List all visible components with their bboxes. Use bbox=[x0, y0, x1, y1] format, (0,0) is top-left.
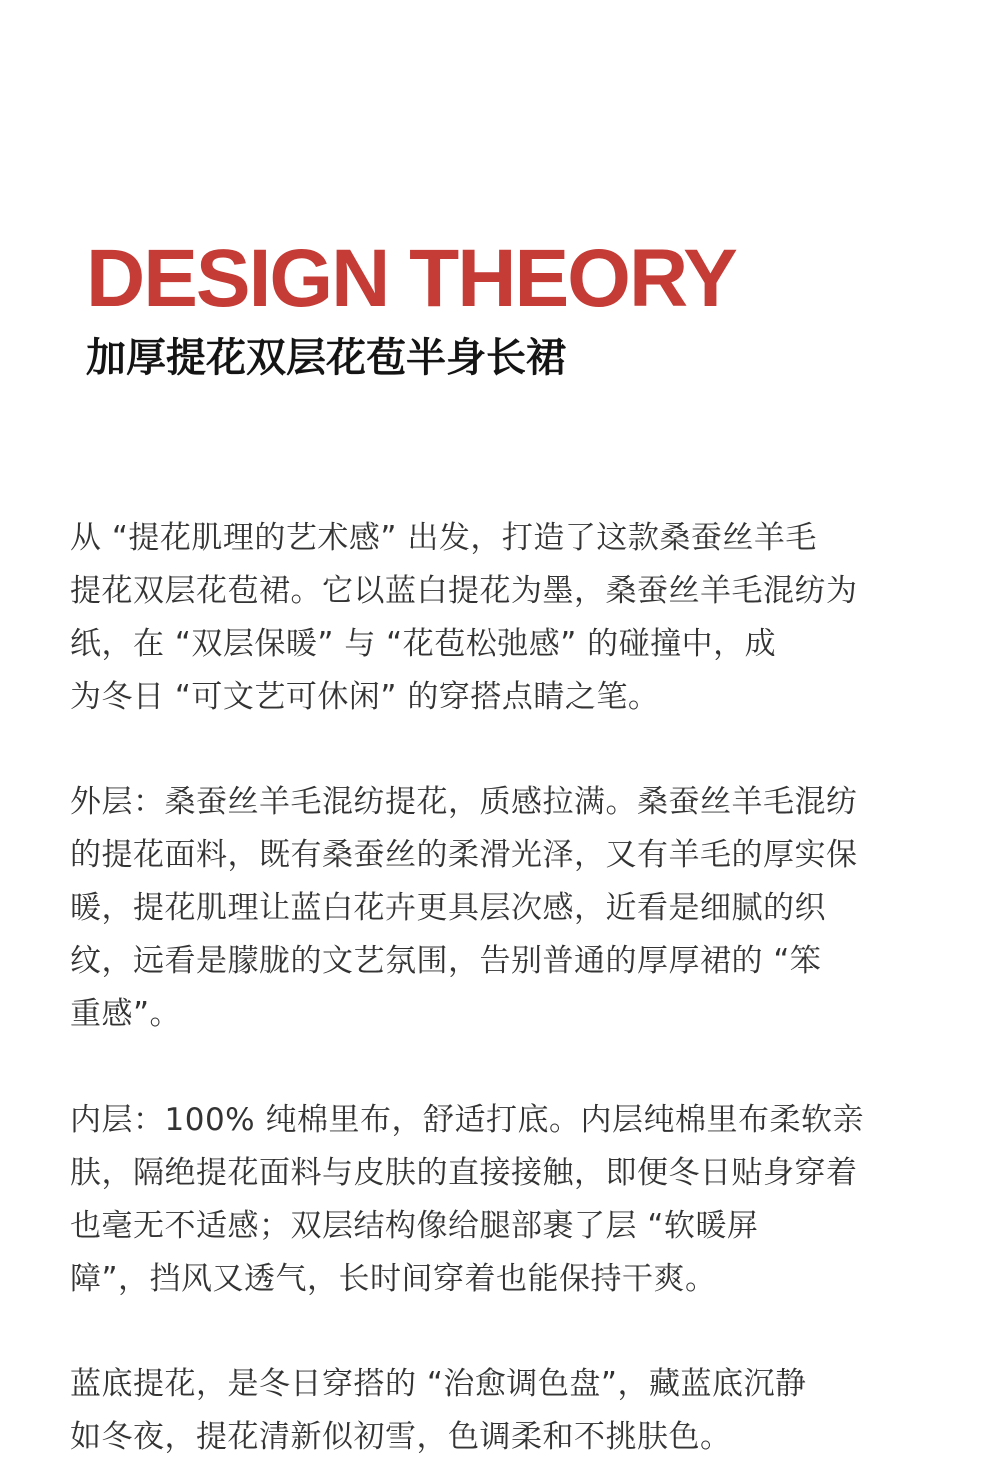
color-paragraph bbox=[70, 1358, 930, 1464]
paragraph-line: 从 “提花肌理的艺术感” 出发，打造了这款桑蚕丝羊毛 bbox=[70, 520, 817, 556]
paragraph-line: 如冬夜，提花清新似初雪，色调柔和不挑肤色。 bbox=[70, 1419, 732, 1455]
design-theory-title: DESIGN THEORY bbox=[86, 233, 736, 324]
paragraph-line: 纸，在 “双层保暖” 与 “花苞松弛感” 的碰撞中，成 bbox=[70, 626, 777, 662]
paragraph-line: 提花双层花苞裙。它以蓝白提花为墨，桑蚕丝羊毛混纺为 bbox=[70, 573, 858, 609]
paragraph-line: 内层：100% 纯棉里布，舒适打底。内层纯棉里布柔软亲 bbox=[70, 1102, 864, 1138]
paragraph-line: 重感”。 bbox=[70, 996, 182, 1032]
paragraph-line: 的提花面料，既有桑蚕丝的柔滑光泽，又有羊毛的厚实保 bbox=[70, 837, 858, 873]
paragraph-line: 纹，远看是朦胧的文艺氛围，告别普通的厚厚裙的 “笨 bbox=[70, 943, 822, 979]
paragraph-line: 也毫无不适感；双层结构像给腿部裹了层 “软暖屏 bbox=[70, 1208, 759, 1244]
outer-layer-paragraph bbox=[70, 776, 930, 1041]
paragraph-line: 外层：桑蚕丝羊毛混纺提花，质感拉满。桑蚕丝羊毛混纺 bbox=[70, 784, 858, 820]
paragraph-line: 为冬日 “可文艺可休闲” 的穿搭点睛之笔。 bbox=[70, 679, 660, 715]
inner-layer-paragraph bbox=[70, 1094, 930, 1306]
intro-paragraph bbox=[70, 512, 930, 724]
paragraph-line: 蓝底提花，是冬日穿搭的 “治愈调色盘”，藏蓝底沉静 bbox=[70, 1366, 807, 1402]
paragraph-line: 肤，隔绝提花面料与皮肤的直接接触，即便冬日贴身穿着 bbox=[70, 1155, 858, 1191]
paragraph-line: 障”，挡风又透气，长时间穿着也能保持干爽。 bbox=[70, 1261, 717, 1297]
product-name-subtitle: 加厚提花双层花苞半身长裙 bbox=[86, 335, 566, 381]
paragraph-line: 暖，提花肌理让蓝白花卉更具层次感，近看是细腻的织 bbox=[70, 890, 826, 926]
